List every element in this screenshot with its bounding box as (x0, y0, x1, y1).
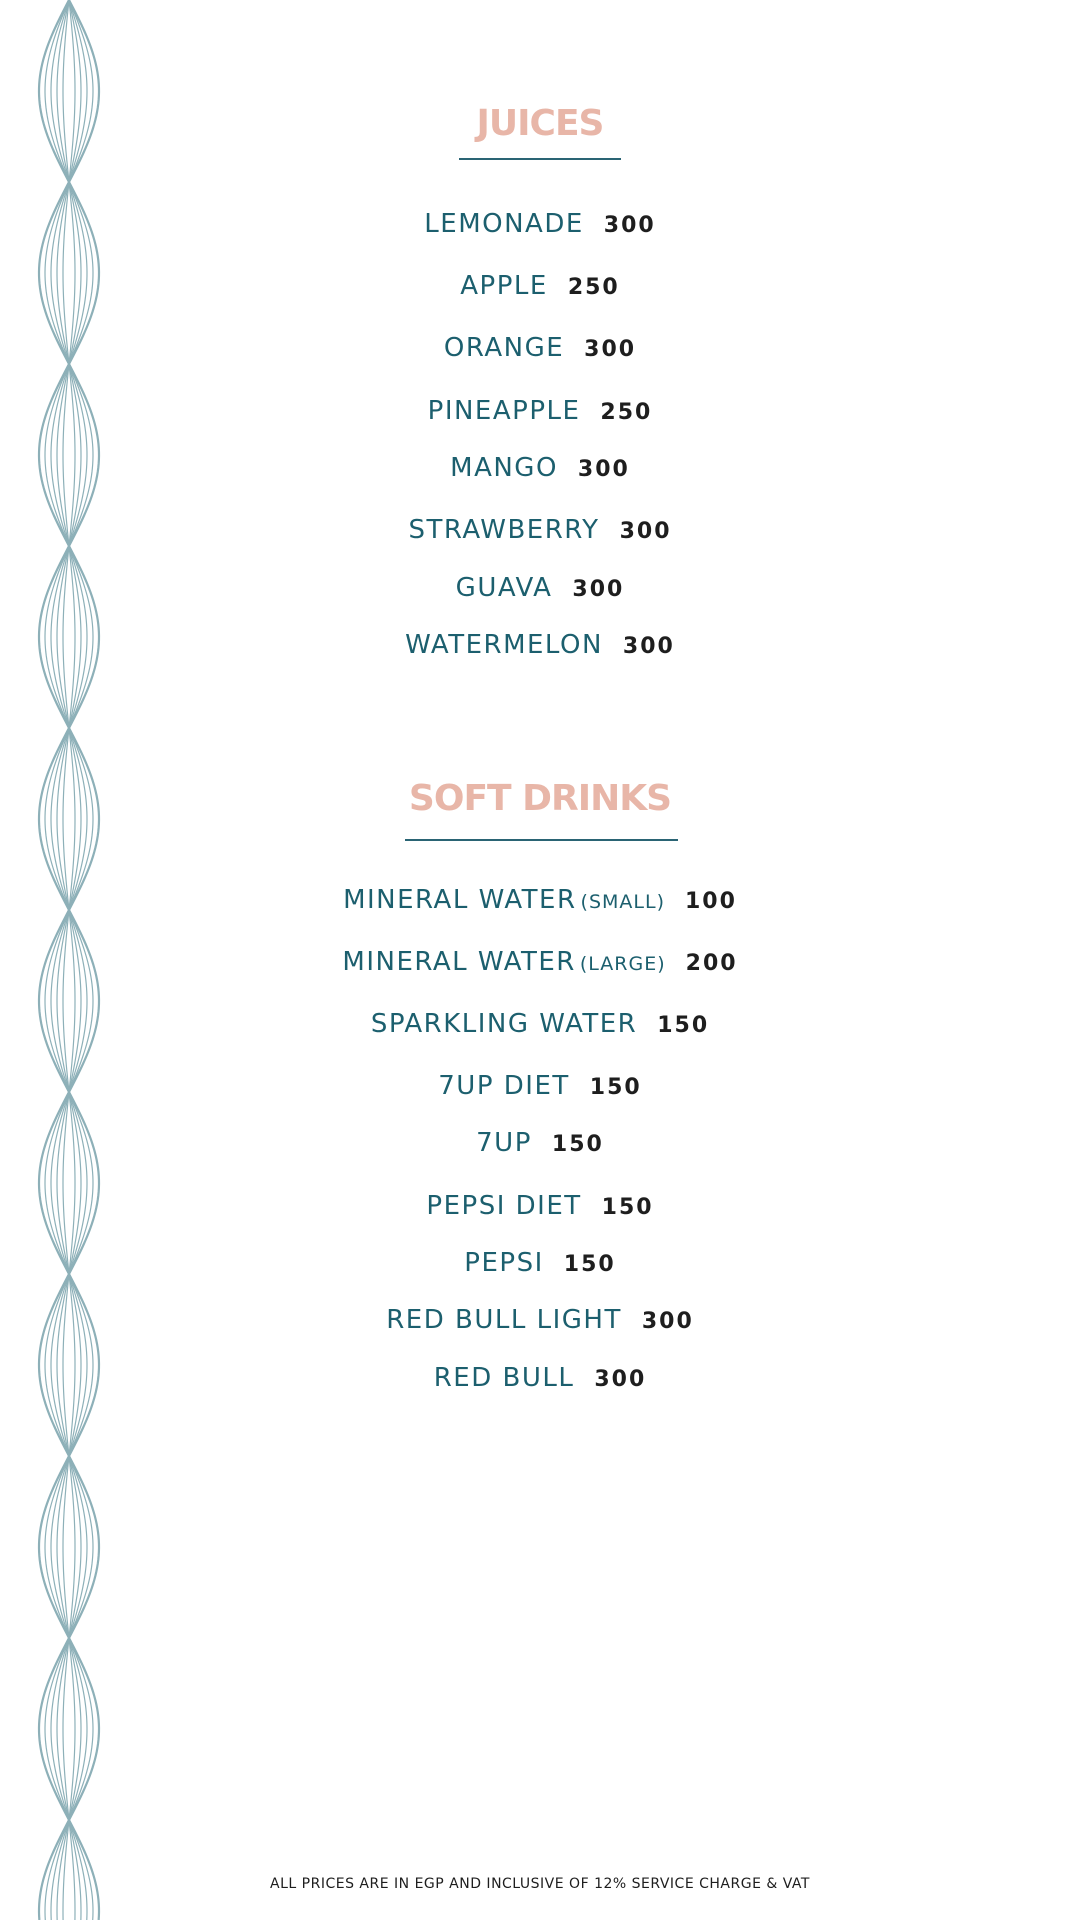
item-price: 300 (577, 457, 630, 482)
item-name: STRAWBERRY (408, 515, 600, 545)
item-name: WATERMELON (405, 630, 603, 660)
section-title-juices: JUICES (476, 103, 604, 144)
menu-item-orange (0, 335, 1080, 361)
item-name: PINEAPPLE (427, 396, 581, 426)
item-name: GUAVA (455, 573, 553, 603)
item-price: 150 (657, 1013, 710, 1038)
section-divider-juices (459, 158, 621, 160)
item-price: 150 (563, 1252, 616, 1277)
item-name: 7UP (476, 1128, 532, 1158)
menu-item-pineapple (0, 398, 1080, 424)
menu-item-7up (0, 1130, 1080, 1156)
section-divider-soft-drinks (405, 839, 678, 841)
footer-price-note: ALL PRICES ARE IN EGP AND INCLUSIVE OF 12% SERVICE CHARGE & VAT (270, 1876, 810, 1892)
menu-item-red-bull (0, 1365, 1080, 1391)
item-size-note: (LARGE) (579, 953, 666, 975)
item-price: 100 (684, 889, 737, 914)
item-name: PEPSI (464, 1248, 544, 1278)
item-name: MINERAL WATER (343, 885, 577, 915)
item-price: 300 (603, 213, 656, 238)
menu-item-red-bull-light (0, 1307, 1080, 1333)
menu-item-pepsi (0, 1250, 1080, 1276)
item-name: APPLE (460, 271, 548, 301)
item-name: MANGO (450, 453, 558, 483)
item-name: 7UP DIET (438, 1071, 570, 1101)
item-price: 150 (551, 1132, 604, 1157)
item-name: LEMONADE (424, 209, 584, 239)
item-price: 250 (600, 400, 653, 425)
menu-item-lemonade (0, 211, 1080, 237)
menu-item-mango (0, 455, 1080, 481)
item-price: 250 (567, 275, 620, 300)
item-size-note: (SMALL) (580, 891, 665, 913)
item-price: 300 (572, 577, 625, 602)
menu-item-7up-diet (0, 1073, 1080, 1099)
item-price: 200 (685, 951, 738, 976)
item-name: RED BULL LIGHT (386, 1305, 622, 1335)
item-price: 300 (584, 337, 637, 362)
menu-item-guava (0, 575, 1080, 601)
menu-item-strawberry (0, 517, 1080, 543)
section-title-soft-drinks: SOFT DRINKS (408, 778, 672, 819)
item-price: 150 (589, 1075, 642, 1100)
item-name: MINERAL WATER (342, 947, 576, 977)
menu-item-sparkling-water (0, 1011, 1080, 1037)
item-name: RED BULL (433, 1363, 575, 1393)
item-price: 300 (619, 519, 672, 544)
menu-item-mineral-water-small (0, 887, 1080, 913)
item-price: 300 (641, 1309, 694, 1334)
item-price: 300 (622, 634, 675, 659)
menu-item-pepsi-diet (0, 1193, 1080, 1219)
menu-item-apple (0, 273, 1080, 299)
item-name: ORANGE (443, 333, 565, 363)
item-name: SPARKLING WATER (370, 1009, 638, 1039)
menu-item-mineral-water-large (0, 949, 1080, 975)
item-price: 150 (601, 1195, 654, 1220)
item-name: PEPSI DIET (426, 1191, 582, 1221)
menu-item-watermelon (0, 632, 1080, 658)
item-price: 300 (594, 1367, 647, 1392)
